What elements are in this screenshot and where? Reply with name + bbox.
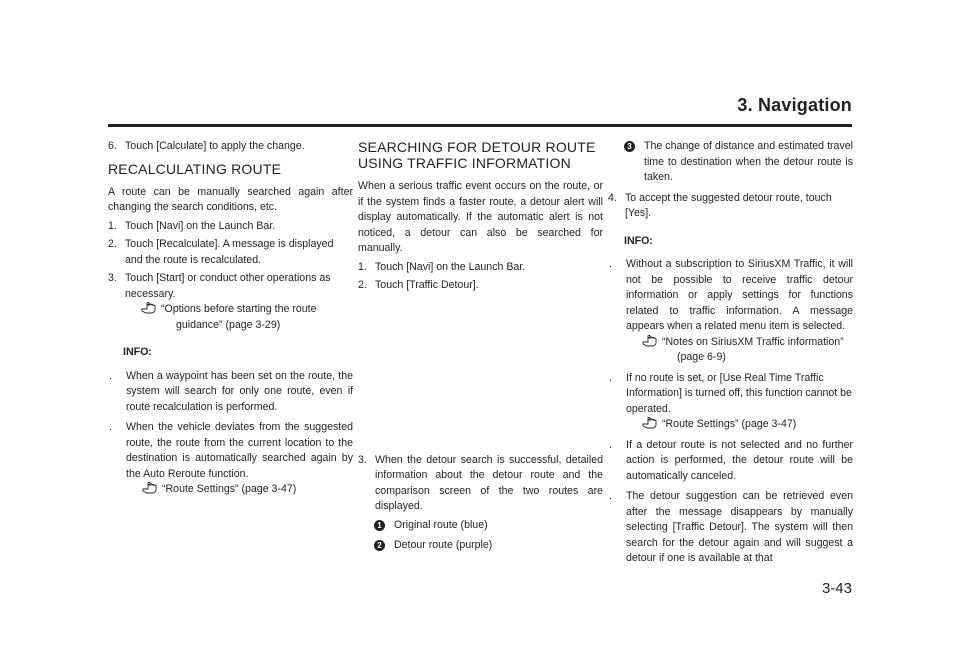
bullet-text: When a waypoint has been set on the route, the system will search for only one route, even if route recalculation is performed.	[126, 369, 353, 413]
step-text: Touch [Recalculate]. A message is displayed and the route is recalculated.	[125, 238, 334, 266]
step-number: 3.	[358, 453, 367, 466]
reference-text: “Options before starting the route	[161, 303, 317, 315]
step-number: 2.	[358, 279, 367, 291]
section-title-line: SEARCHING FOR DETOUR ROUTE	[358, 139, 596, 155]
step-text: Touch [Calculate] to apply the change.	[125, 140, 305, 152]
step-text	[125, 271, 353, 333]
step-number: 1.	[108, 219, 117, 232]
callout-item	[624, 139, 853, 186]
step-text: Touch [Traffic Detour].	[375, 279, 479, 291]
reference-text-cont: (page 6-9)	[677, 351, 726, 363]
step-item	[108, 237, 353, 268]
screen-image-placeholder	[358, 297, 603, 453]
callout-text: The change of distance and estimated travel time to destination when the detour route is taken.	[644, 140, 853, 183]
section-title-detour	[358, 139, 603, 171]
bullet-text: Without a subscription to SiriusXM Traffic, it will not be possible to receive traffic detour information or apply settings for functions related to traffic information. A message appears when a related menu item is selected.	[626, 258, 853, 332]
reference-text: “Route Settings” (page 3-47)	[662, 418, 797, 430]
step-number: 2.	[108, 238, 117, 250]
callout-number: 2	[374, 540, 385, 551]
bullet-item	[108, 369, 353, 416]
step-number: 6.	[108, 140, 117, 152]
reference-text-cont: guidance” (page 3-29)	[176, 318, 281, 331]
step-item	[108, 219, 353, 235]
step-text: Touch [Navi] on the Launch Bar.	[375, 260, 526, 273]
callout-item	[374, 538, 603, 554]
reference-text: “Notes on SiriusXM Traffic information”	[662, 335, 844, 348]
bullet-dot: .	[609, 258, 612, 270]
column-right	[608, 139, 853, 572]
bullet-body	[626, 257, 853, 366]
bullet-item	[608, 438, 853, 485]
cross-reference[interactable]	[626, 335, 853, 366]
bullet-dot: .	[609, 490, 612, 502]
callout-number: 3	[624, 141, 635, 152]
section-intro: A route can be manually searched again after changing the search conditions, etc.	[108, 185, 353, 213]
bullet-text: If no route is set, or [Use Real Time Traffic Information] is turned off, this function cannot be operated.	[626, 371, 852, 415]
bullet-body	[126, 420, 353, 498]
bullet-dot: .	[609, 371, 612, 384]
bullet-dot: .	[109, 421, 112, 433]
step-number: 3.	[108, 272, 117, 284]
chapter-title: 3. Navigation	[737, 95, 852, 115]
callout-number: 1	[374, 520, 385, 531]
page-number: 3-43	[821, 580, 852, 597]
column-left	[108, 139, 353, 503]
bullet-body	[626, 371, 853, 433]
step-item	[108, 271, 353, 333]
bullet-text: The detour suggestion can be retrieved even after the message disappears by manually selecting [Traffic Detour]. The system will then search for the detour again and will suggest a detour if one is available at that	[626, 490, 853, 564]
step-item	[358, 453, 603, 515]
cross-reference[interactable]	[626, 417, 853, 433]
bullet-dot: .	[609, 438, 612, 451]
step-number: 1.	[358, 260, 367, 273]
section-title-recalculating: RECALCULATING ROUTE	[108, 160, 282, 177]
bullet-dot: .	[109, 369, 112, 382]
step-number: 4.	[608, 191, 617, 204]
reference-pointer-icon	[642, 335, 660, 347]
section-title-line: USING TRAFFIC INFORMATION	[358, 155, 571, 171]
info-label: INFO:	[123, 346, 152, 358]
bullet-item	[108, 420, 353, 498]
bullet-text: If a detour route is not selected and no further action is performed, the detour route will be automatically canceled.	[626, 438, 853, 482]
step-text: Touch [Navi] on the Launch Bar.	[125, 219, 276, 232]
callout-item	[374, 518, 603, 534]
step-item	[358, 260, 603, 276]
cross-reference[interactable]	[125, 302, 353, 333]
bullet-item	[608, 371, 853, 433]
step-text: To accept the suggested detour route, touch [Yes].	[625, 191, 832, 219]
step-item	[358, 278, 603, 294]
step-text-content: Touch [Start] or conduct other operations as necessary.	[125, 272, 331, 300]
section-intro: When a serious traffic event occurs on the route, or if the system finds a faster route, a detour alert will display automatically. If the automatic alert is not noticed, a detour can also be searched for manually.	[358, 180, 603, 254]
step-item	[608, 191, 853, 222]
bullet-text: When the vehicle deviates from the suggested route, the route from the current location to the destination is automatically searched again by the Auto Reroute function.	[126, 421, 353, 480]
bullet-item	[608, 257, 853, 366]
bullet-item	[608, 489, 853, 567]
callout-text: Original route (blue)	[394, 518, 488, 531]
callout-text: Detour route (purple)	[394, 539, 493, 551]
header-rule	[108, 124, 852, 127]
reference-pointer-icon	[642, 417, 660, 429]
info-label: INFO:	[624, 234, 653, 247]
reference-pointer-icon	[141, 302, 159, 314]
cross-reference[interactable]	[126, 482, 353, 498]
step-item	[108, 139, 353, 155]
step-text: When the detour search is successful, detailed information about the detour route and the comparison screen of the two routes are displayed.	[375, 453, 603, 512]
reference-pointer-icon	[142, 482, 160, 494]
column-middle	[358, 139, 603, 559]
reference-text: “Route Settings” (page 3-47)	[162, 483, 297, 495]
